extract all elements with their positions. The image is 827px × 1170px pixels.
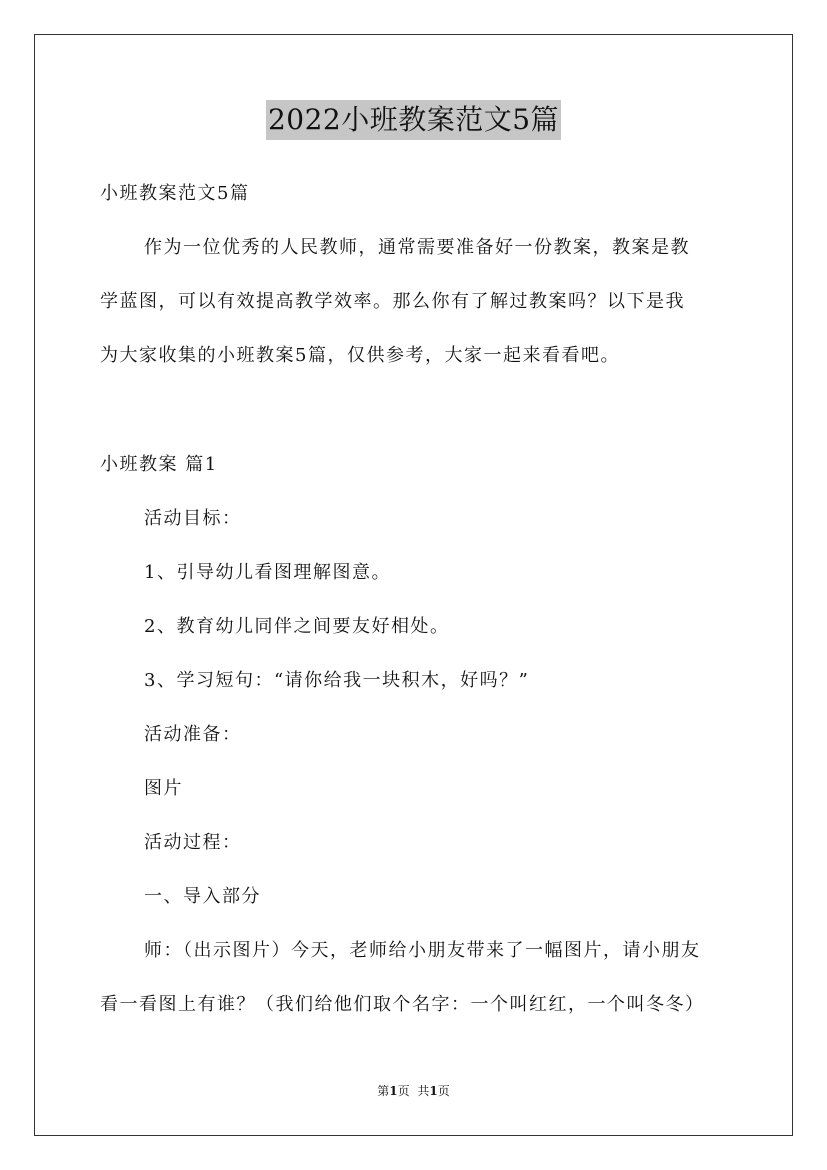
footer-page-prefix: 第 (377, 1084, 390, 1098)
section-heading: 小班教案 篇1 (100, 454, 218, 475)
body-line-goal-2: 2、教育幼儿同伴之间要友好相处。 (144, 616, 450, 637)
body-line-process: 活动过程： (144, 832, 242, 853)
body-line-goals: 活动目标： (144, 508, 242, 529)
footer-page-suffix: 页 (397, 1084, 410, 1098)
body-line-teacher: 师：（出示图片）今天，老师给小朋友带来了一幅图片，请小朋友 (144, 940, 701, 961)
intro-line-2: 学蓝图，可以有效提高教学效率。那么你有了解过教案吗？以下是我 (100, 291, 685, 312)
document-title: 2022小班教案范文5篇 (266, 100, 561, 140)
footer-total-pages: 1 (429, 1084, 438, 1098)
body-line-picture: 图片 (144, 778, 183, 799)
footer-total-suffix: 页 (437, 1084, 450, 1098)
body-line-intro-part: 一、导入部分 (144, 886, 261, 907)
title-container (0, 100, 827, 140)
intro-line-1: 作为一位优秀的人民教师，通常需要准备好一份教案，教案是教 (144, 237, 690, 258)
page-footer (0, 1083, 827, 1099)
body-line-goal-3: 3、学习短句：“请你给我一块积木，好吗？” (144, 670, 530, 691)
body-line-goal-1: 1、引导幼儿看图理解图意。 (144, 562, 391, 583)
body-line-last: 看一看图上有谁？（我们给他们取个名字：一个叫红红，一个叫冬冬） (100, 994, 705, 1015)
document-subtitle: 小班教案范文5篇 (100, 183, 250, 204)
footer-total-prefix: 共 (417, 1084, 430, 1098)
intro-line-3: 为大家收集的小班教案5篇，仅供参考，大家一起来看看吧。 (100, 345, 620, 366)
body-line-prep: 活动准备： (144, 724, 242, 745)
footer-page-number: 1 (389, 1084, 398, 1098)
